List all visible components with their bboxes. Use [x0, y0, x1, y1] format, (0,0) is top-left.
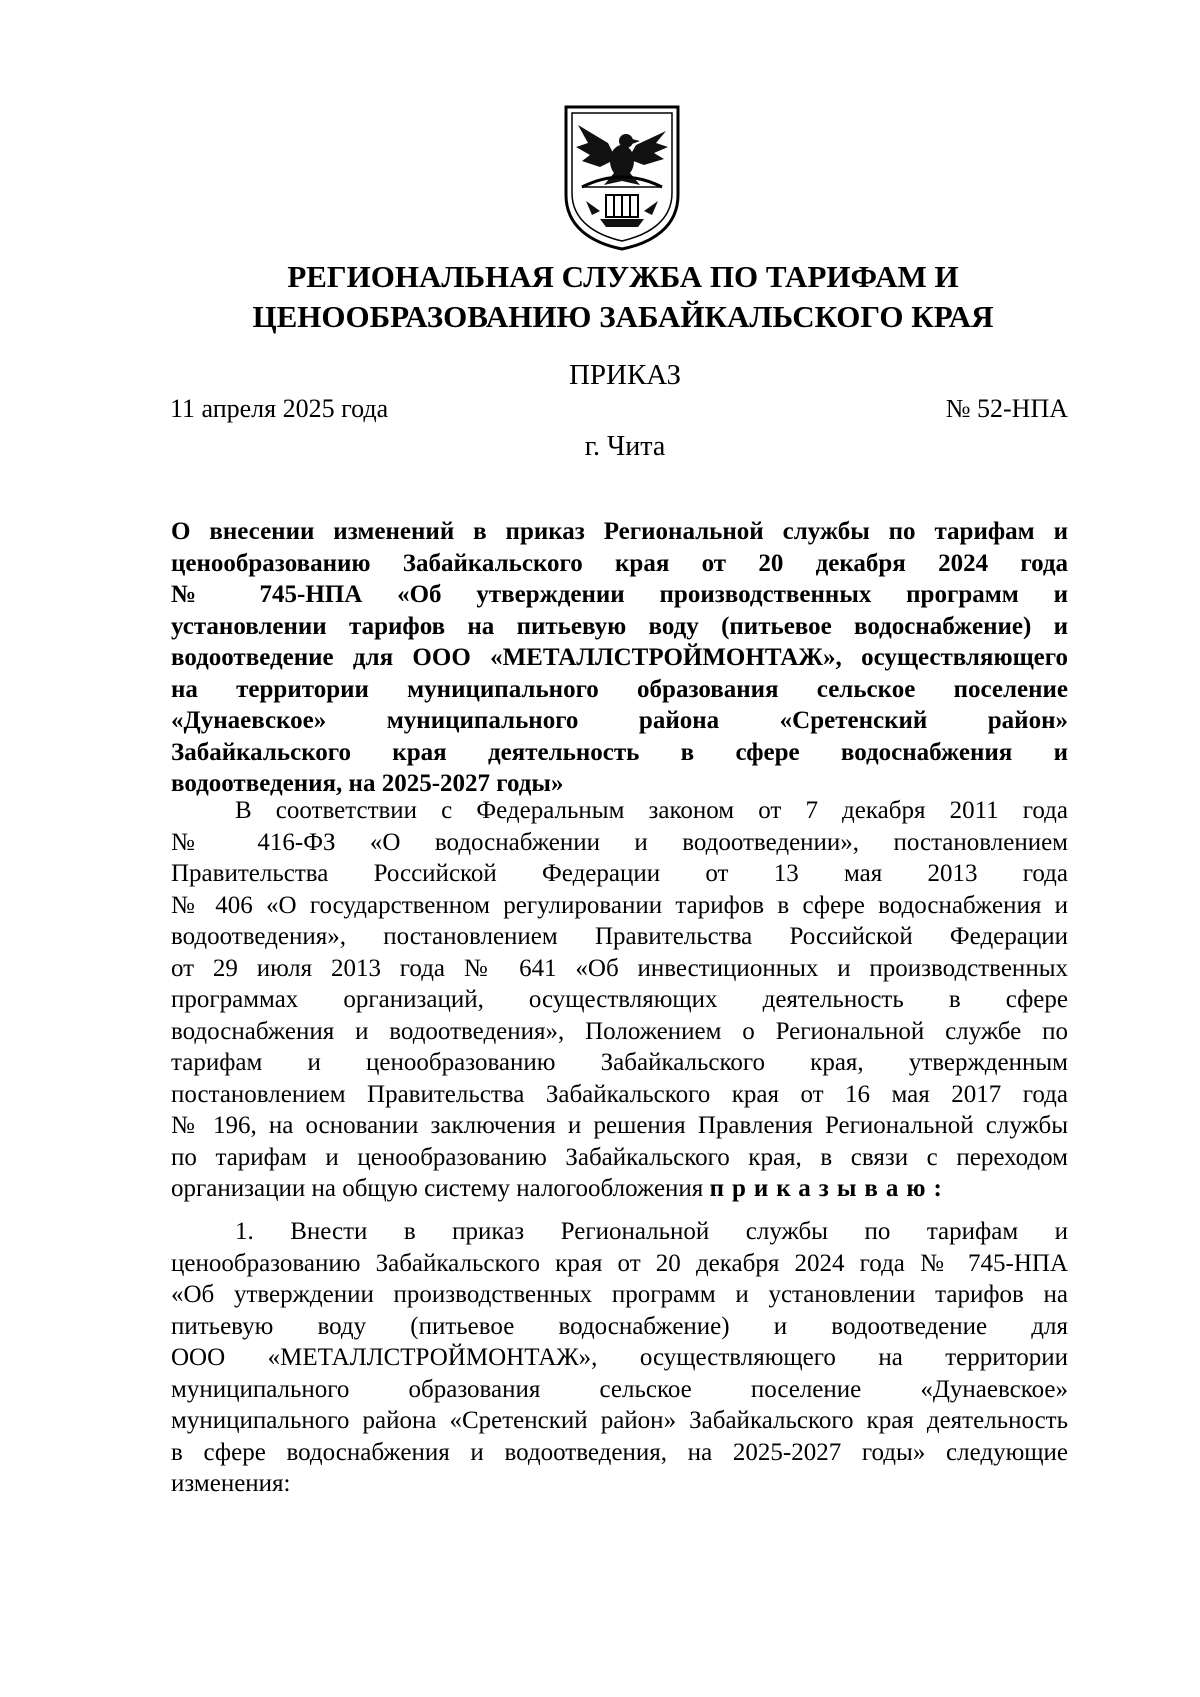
document-type: ПРИКАЗ — [568, 359, 682, 391]
basis-line: программах организаций, осуществляющих деятельность в сфере — [171, 986, 1068, 1013]
point-line: изменения: — [171, 1470, 291, 1497]
legal-basis-paragraph — [171, 795, 1068, 1205]
point-line: ценообразованию Забайкальского края от 20 декабря 2024 года № 745-НПА — [171, 1249, 1068, 1277]
point-line: в сфере водоснабжения и водоотведения, на 2025-2027 годы» следующие — [171, 1438, 1068, 1466]
subject-line: ценообразованию Забайкальского края от 20 декабря 2024 года — [171, 549, 1068, 577]
subject-line: на территории муниципального образования сельское поселение — [171, 675, 1068, 703]
emblem — [560, 103, 684, 251]
point-line: муниципального образования сельское поселение «Дунаевское» — [171, 1375, 1068, 1403]
basis-last-line — [171, 1173, 1068, 1205]
document-date: 11 апреля 2025 года — [170, 394, 389, 423]
basis-line: В соответствии с Федеральным законом от 7 декабря 2011 года — [235, 797, 1068, 824]
agency-title-line1: РЕГИОНАЛЬНАЯ СЛУЖБА ПО ТАРИФАМ И — [287, 259, 959, 294]
point-line: 1. Внести в приказ Региональной службы по тарифам и — [235, 1218, 1068, 1245]
point-line: ООО «МЕТАЛЛСТРОЙМОНТАЖ», осуществляющего на территории — [171, 1344, 1068, 1371]
document-city: г. Чита — [584, 431, 666, 462]
subject-line: Забайкальского края деятельность в сфере водоснабжения и — [171, 738, 1068, 766]
order-point-1 — [171, 1216, 1068, 1500]
agency-title-line2: ЦЕНООБРАЗОВАНИЮ ЗАБАЙКАЛЬСКОГО КРАЯ — [252, 299, 994, 334]
basis-line: № 416-ФЗ «О водоснабжении и водоотведении», постановлением — [171, 828, 1068, 856]
subject-line: установлении тарифов на питьевую воду (питьевое водоснабжение) и — [171, 612, 1068, 640]
basis-line: тарифам и ценообразованию Забайкальского края, утвержденным — [171, 1049, 1068, 1076]
coat-of-arms-icon — [560, 103, 684, 251]
basis-line: Правительства Российской Федерации от 13 мая 2013 года — [171, 860, 1068, 887]
subject-line: О внесении изменений в приказ Региональной службы по тарифам и — [171, 518, 1068, 545]
order-subject — [171, 516, 1068, 800]
basis-line: № 196, на основании заключения и решения Правления Региональной службы — [171, 1112, 1068, 1139]
subject-line: № 745-НПА «Об утверждении производственных программ и — [171, 581, 1068, 608]
document-number: № 52-НПА — [945, 394, 1068, 423]
basis-line: водоснабжения и водоотведения», Положением о Региональной службе по — [171, 1017, 1068, 1045]
basis-line: от 29 июля 2013 года № 641 «Об инвестиционных и производственных — [171, 954, 1068, 982]
basis-line-text: организации на общую систему налогообложения — [171, 1175, 704, 1202]
point-line: «Об утверждении производственных программ и установлении тарифов на — [171, 1281, 1068, 1308]
point-line: муниципального района «Сретенский район» Забайкальского края деятельность — [171, 1407, 1068, 1434]
basis-line: по тарифам и ценообразованию Забайкальского края, в связи с переходом — [171, 1143, 1068, 1171]
basis-line: водоотведения», постановлением Правительства Российской Федерации — [171, 923, 1068, 950]
basis-line: постановлением Правительства Забайкальского края от 16 мая 2017 года — [171, 1080, 1068, 1108]
point-line: питьевую воду (питьевое водоснабжение) и водоотведение для — [171, 1312, 1068, 1340]
subject-line: водоотведения, на 2025-2027 годы» — [171, 770, 564, 797]
order-word: приказываю: — [709, 1175, 950, 1202]
subject-line: «Дунаевское» муниципального района «Сретенский район» — [171, 707, 1068, 734]
basis-line: № 406 «О государственном регулировании тарифов в сфере водоснабжения и — [171, 891, 1068, 919]
subject-line: водоотведение для ООО «МЕТАЛЛСТРОЙМОНТАЖ», осуществляющего — [171, 644, 1068, 671]
